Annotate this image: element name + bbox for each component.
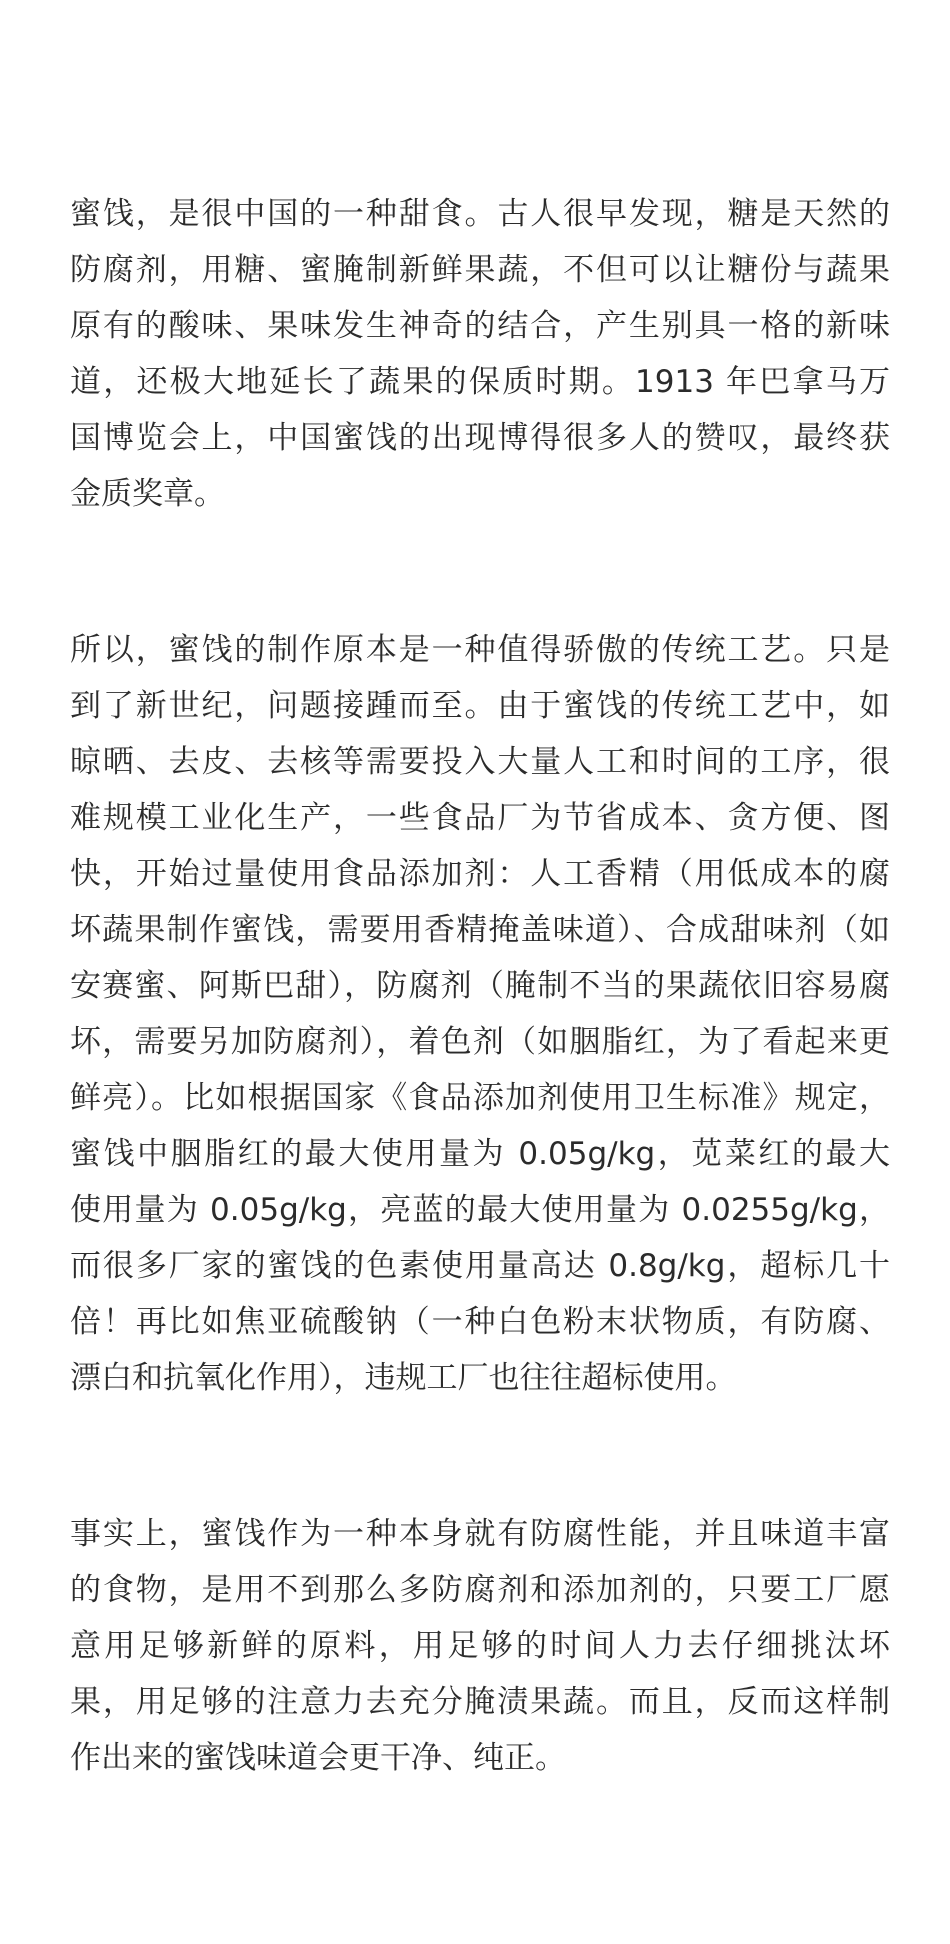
text-line: 所以，蜜饯的制作原本是一种值得骄傲的传统工艺。只是 bbox=[70, 632, 890, 668]
article-body bbox=[70, 186, 890, 1786]
text-line: 果，用足够的注意力去充分腌渍果蔬。而且，反而这样制 bbox=[70, 1684, 890, 1720]
text-line: 道，还极大地延长了蔬果的保质时期。1913 年巴拿马万 bbox=[70, 364, 890, 400]
text-line: 防腐剂，用糖、蜜腌制新鲜果蔬，不但可以让糖份与蔬果 bbox=[70, 252, 890, 288]
text-line: 使用量为 0.05g/kg，亮蓝的最大使用量为 0.0255g/kg， bbox=[70, 1192, 890, 1228]
text-line: 漂白和抗氧化作用），违规工厂也往往超标使用。 bbox=[70, 1360, 737, 1396]
paragraph-gap bbox=[70, 1406, 890, 1506]
text-line: 晾晒、去皮、去核等需要投入大量人工和时间的工序，很 bbox=[70, 744, 890, 780]
text-line: 倍！再比如焦亚硫酸钠（一种白色粉末状物质，有防腐、 bbox=[70, 1304, 890, 1340]
text-line: 到了新世纪，问题接踵而至。由于蜜饯的传统工艺中，如 bbox=[70, 688, 890, 724]
text-line: 蜜饯中胭脂红的最大使用量为 0.05g/kg，苋菜红的最大 bbox=[70, 1136, 890, 1172]
text-line: 安赛蜜、阿斯巴甜），防腐剂（腌制不当的果蔬依旧容易腐 bbox=[70, 968, 890, 1004]
paragraph-2 bbox=[70, 622, 890, 1406]
paragraph-gap bbox=[70, 522, 890, 622]
text-line: 金质奖章。 bbox=[70, 476, 225, 512]
text-line: 事实上，蜜饯作为一种本身就有防腐性能，并且味道丰富 bbox=[70, 1516, 890, 1552]
text-line: 意用足够新鲜的原料，用足够的时间人力去仔细挑汰坏 bbox=[70, 1628, 890, 1664]
text-line: 蜜饯，是很中国的一种甜食。古人很早发现，糖是天然的 bbox=[70, 196, 890, 232]
paragraph-3 bbox=[70, 1506, 890, 1786]
text-line: 鲜亮）。比如根据国家《食品添加剂使用卫生标准》规定， bbox=[70, 1080, 890, 1116]
paragraph-1 bbox=[70, 186, 890, 522]
text-line: 快，开始过量使用食品添加剂：人工香精（用低成本的腐 bbox=[70, 856, 890, 892]
text-line: 坏蔬果制作蜜饯，需要用香精掩盖味道）、合成甜味剂（如 bbox=[70, 912, 890, 948]
text-line: 的食物，是用不到那么多防腐剂和添加剂的，只要工厂愿 bbox=[70, 1572, 890, 1608]
text-line: 难规模工业化生产，一些食品厂为节省成本、贪方便、图 bbox=[70, 800, 890, 836]
text-line: 原有的酸味、果味发生神奇的结合，产生别具一格的新味 bbox=[70, 308, 890, 344]
text-line: 国博览会上，中国蜜饯的出现博得很多人的赞叹，最终获 bbox=[70, 420, 890, 456]
text-line: 而很多厂家的蜜饯的色素使用量高达 0.8g/kg，超标几十 bbox=[70, 1248, 890, 1284]
text-line: 作出来的蜜饯味道会更干净、纯正。 bbox=[70, 1740, 566, 1776]
text-line: 坏，需要另加防腐剂），着色剂（如胭脂红，为了看起来更 bbox=[70, 1024, 890, 1060]
